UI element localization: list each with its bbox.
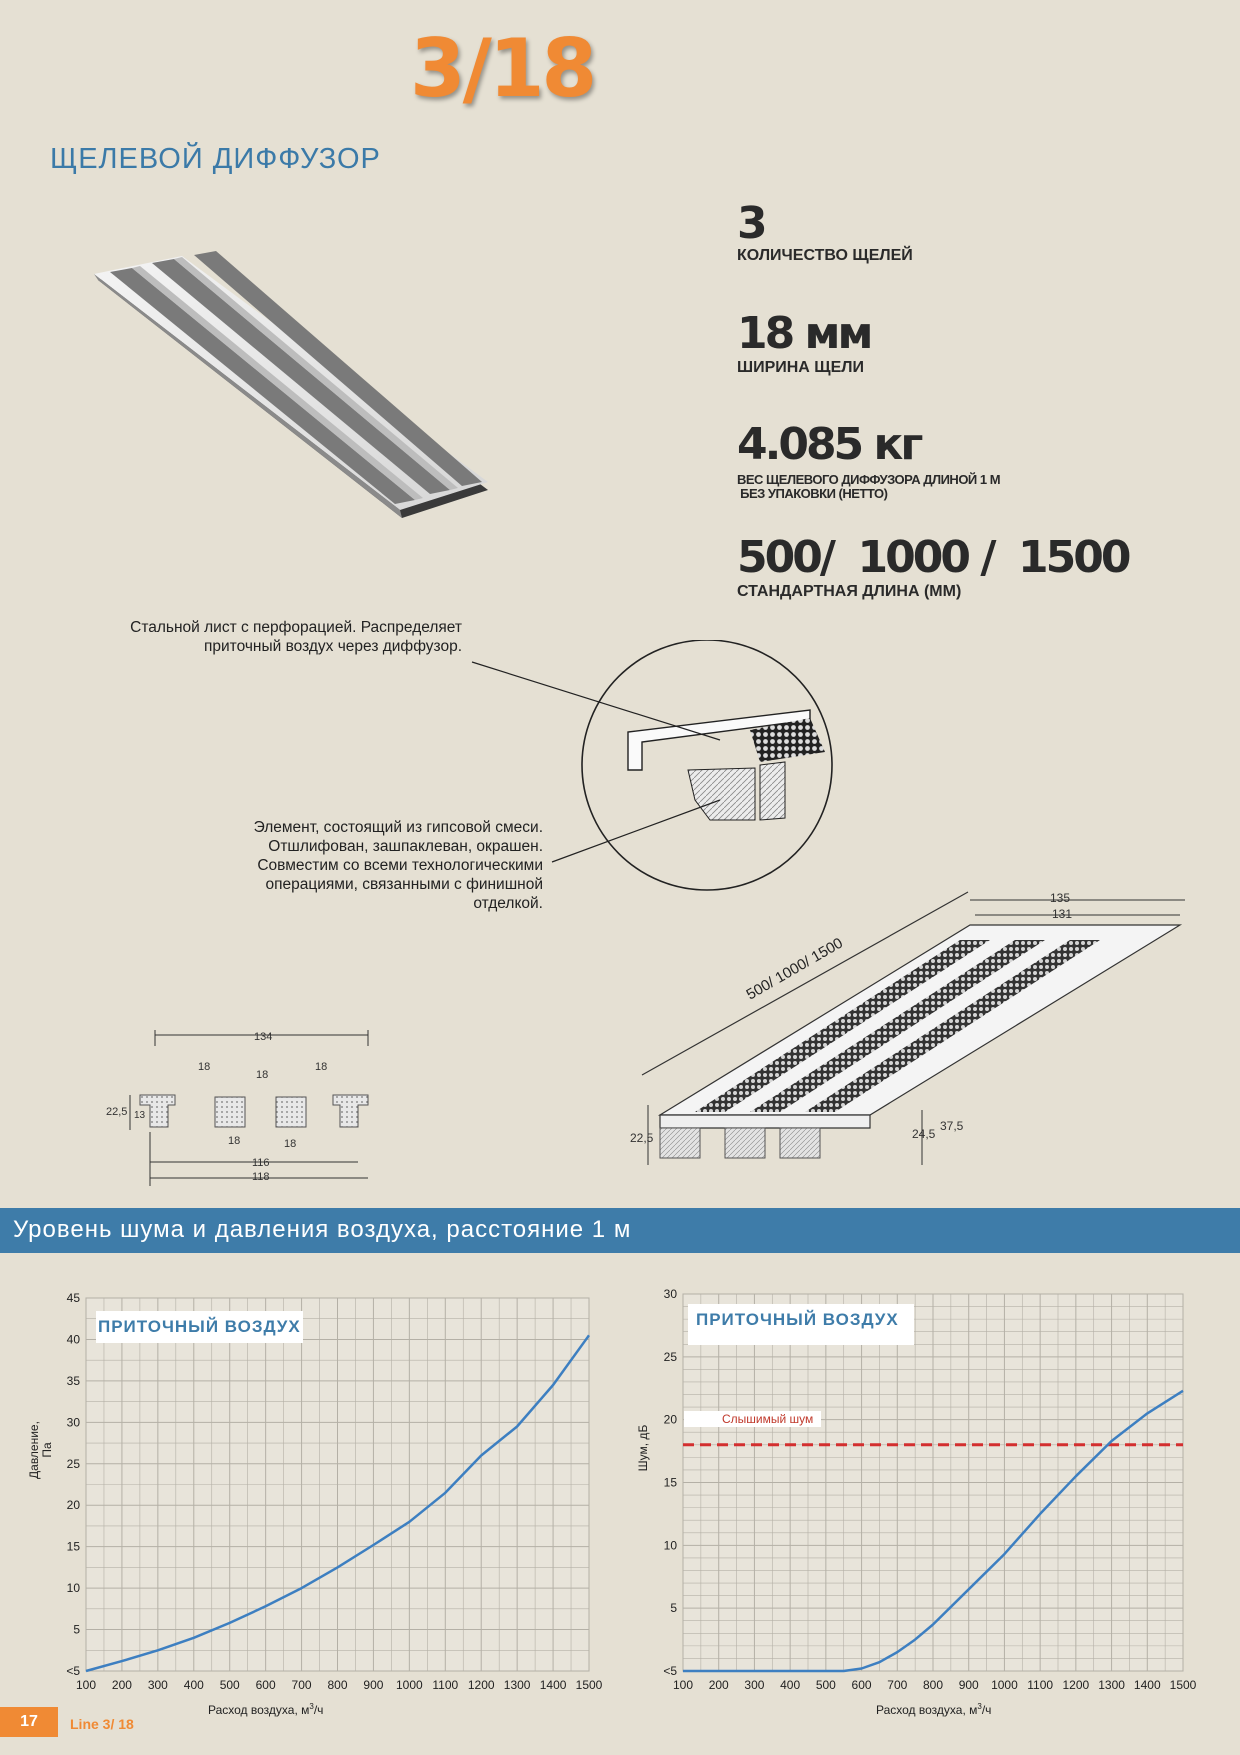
spec-weight-label-1: ВЕС ЩЕЛЕВОГО ДИФФУЗОРА ДЛИНОЙ 1 М (737, 472, 1001, 487)
pressure-xlabel-text: Расход воздуха, м (208, 1703, 310, 1717)
x-tick-label: 500 (815, 1678, 836, 1690)
noise-xlabel (876, 1702, 991, 1717)
x-tick-label: 100 (75, 1678, 97, 1690)
y-tick-label: 35 (66, 1373, 80, 1388)
x-tick-label: 600 (851, 1678, 872, 1690)
y-tick-label: 40 (66, 1332, 80, 1347)
y-tick-label: 25 (663, 1349, 677, 1364)
gypsum-note-line-3: Совместим со всеми технологическими (257, 857, 543, 874)
threshold-label: Слышимый шум (684, 1411, 821, 1427)
iso-dim-131: 131 (1052, 907, 1073, 921)
pressure-chart (66, 1291, 602, 1690)
dim-18-b: 18 (256, 1069, 269, 1081)
iso-dim-24-5: 24,5 (912, 1127, 936, 1141)
x-tick-label: 1400 (539, 1678, 567, 1690)
product-name: ЩЕЛЕВОЙ ДИФФУЗОР (50, 143, 381, 175)
dim-118: 118 (252, 1171, 270, 1183)
noise-chart-tag: ПРИТОЧНЫЙ ВОЗДУХ (688, 1304, 914, 1345)
x-tick-label: 300 (147, 1678, 168, 1690)
x-tick-label: 700 (887, 1678, 908, 1690)
y-tick-label: <5 (66, 1664, 80, 1678)
y-tick-label: 30 (66, 1415, 80, 1430)
noise-chart (663, 1287, 1196, 1690)
noise-xlabel-suffix: /ч (981, 1703, 992, 1717)
y-tick-label: 30 (663, 1287, 677, 1301)
spec-width-label: ШИРИНА ЩЕЛИ (737, 359, 865, 376)
y-tick-label: 10 (663, 1538, 677, 1553)
dim-18-d: 18 (228, 1135, 241, 1147)
y-tick-label: 15 (663, 1475, 677, 1490)
spec-weight-label-2: БЕЗ УПАКОВКИ (НЕТТО) (737, 485, 888, 501)
x-tick-label: 200 (708, 1678, 729, 1690)
spec-length-value: 500/ 1000 / 1500 (737, 532, 1129, 583)
y-tick-label: 20 (663, 1412, 677, 1427)
dim-134: 134 (254, 1031, 273, 1043)
pressure-xlabel-suffix: /ч (313, 1703, 324, 1717)
isometric-drawing (630, 880, 1200, 1180)
y-tick-label: 5 (670, 1601, 677, 1616)
spec-width-value: 18 мм (737, 308, 871, 359)
y-tick-label: 45 (66, 1291, 80, 1305)
steel-note (80, 618, 462, 656)
noise-xlabel-text: Расход воздуха, м (876, 1703, 978, 1717)
x-tick-label: 700 (291, 1678, 312, 1690)
y-tick-label: 25 (66, 1456, 80, 1471)
gypsum-note (180, 818, 543, 913)
dim-22-5: 22,5 (106, 1106, 128, 1118)
footer-product-line: Line 3/ 18 (70, 1716, 134, 1732)
x-tick-label: 900 (363, 1678, 384, 1690)
steel-note-line-1: Стальной лист с перфорацией. Распределяет (130, 619, 462, 636)
steel-note-line-2: приточный воздух через диффузор. (203, 638, 462, 655)
x-tick-label: 1200 (1062, 1678, 1090, 1690)
iso-dim-length: 500/ 1000/ 1500 (743, 934, 846, 1004)
cross-section-drawing (100, 1020, 400, 1200)
x-tick-label: 1300 (1098, 1678, 1125, 1690)
y-tick-label: <5 (663, 1664, 677, 1678)
spec-slots-value: 3 (737, 198, 765, 249)
spec-slots-label: КОЛИЧЕСТВО ЩЕЛЕЙ (737, 247, 913, 264)
pressure-ylabel (28, 1410, 54, 1490)
x-tick-label: 400 (780, 1678, 801, 1690)
iso-dim-135: 135 (1050, 891, 1071, 905)
x-tick-label: 900 (958, 1678, 979, 1690)
dim-18-a: 18 (198, 1061, 211, 1073)
x-tick-label: 1500 (1169, 1678, 1197, 1690)
gypsum-note-line-1: Элемент, состоящий из гипсовой смеси. (253, 819, 543, 836)
page-number: 17 (0, 1707, 58, 1737)
x-tick-label: 1300 (503, 1678, 531, 1690)
y-tick-label: 20 (66, 1498, 80, 1513)
x-tick-label: 1400 (1133, 1678, 1161, 1690)
x-tick-label: 800 (922, 1678, 944, 1690)
pressure-ylabel-line-1: Давление, (27, 1421, 41, 1479)
gypsum-note-line-5: отделкой. (473, 895, 543, 912)
pressure-chart-tag: ПРИТОЧНЫЙ ВОЗДУХ (96, 1311, 303, 1343)
x-tick-label: 1500 (575, 1678, 603, 1690)
iso-dim-37-5: 37,5 (940, 1119, 964, 1133)
x-tick-label: 500 (219, 1678, 240, 1690)
x-tick-label: 100 (672, 1678, 694, 1690)
x-tick-label: 600 (255, 1678, 276, 1690)
x-tick-label: 800 (327, 1678, 348, 1690)
pressure-xlabel-sup: 3 (309, 1702, 314, 1711)
dim-13: 13 (134, 1110, 146, 1121)
x-tick-label: 400 (183, 1678, 204, 1690)
x-tick-label: 1100 (432, 1678, 459, 1690)
y-tick-label: 10 (66, 1581, 80, 1596)
x-tick-label: 300 (744, 1678, 765, 1690)
section-title: Уровень шума и давления воздуха, расстояние 1 м (13, 1216, 632, 1243)
x-tick-label: 1200 (467, 1678, 495, 1690)
x-tick-label: 1100 (1027, 1678, 1054, 1690)
gypsum-note-line-4: операциями, связанными с финишной (265, 876, 543, 893)
spec-weight-value: 4.085 кг (737, 419, 921, 470)
y-tick-label: 15 (66, 1539, 80, 1554)
iso-dim-22-5: 22,5 (630, 1131, 654, 1145)
y-tick-label: 5 (73, 1622, 80, 1637)
pressure-xlabel (208, 1702, 323, 1717)
spec-length-label: СТАНДАРТНАЯ ДЛИНА (ММ) (737, 583, 962, 600)
x-tick-label: 1000 (991, 1678, 1018, 1690)
model-title: 3/18 (410, 22, 595, 115)
x-tick-label: 1000 (396, 1678, 423, 1690)
dim-18-e: 18 (284, 1138, 297, 1150)
x-tick-label: 200 (111, 1678, 132, 1690)
noise-ylabel: Шум, дБ (636, 1424, 650, 1472)
pressure-ylabel-line-2: Па (40, 1442, 54, 1458)
gypsum-note-line-2: Отшлифован, зашпаклеван, окрашен. (268, 838, 543, 855)
dim-18-c: 18 (315, 1061, 328, 1073)
dim-116: 116 (252, 1157, 270, 1169)
noise-xlabel-sup: 3 (977, 1702, 982, 1711)
